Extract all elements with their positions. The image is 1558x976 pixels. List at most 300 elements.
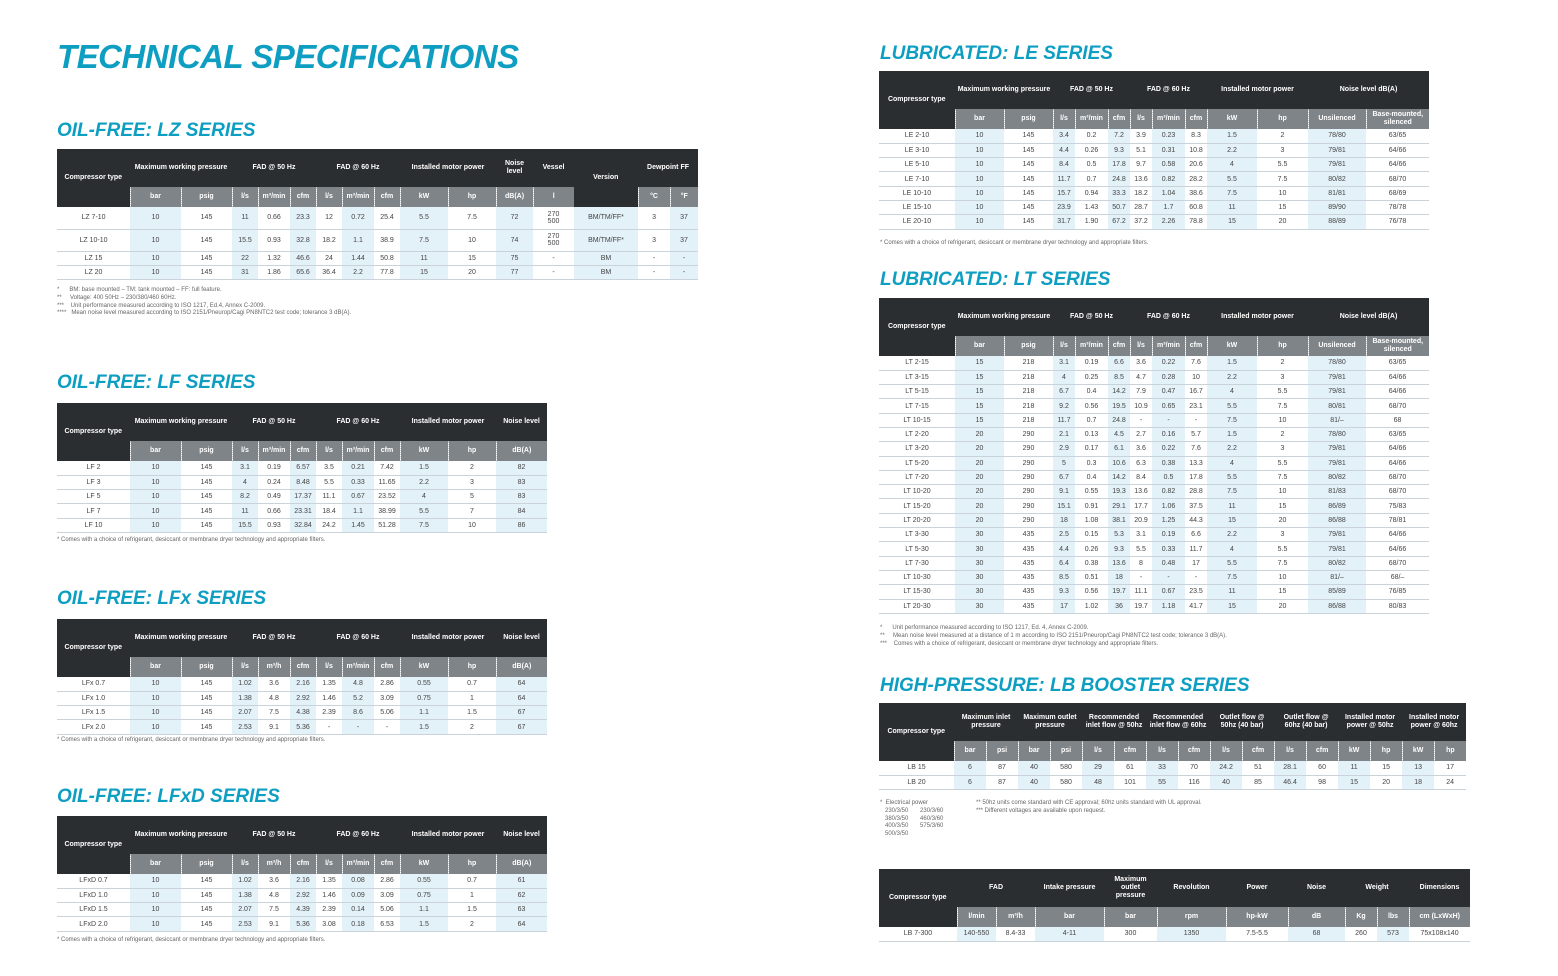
column-group-header: Maximum inlet pressure (954, 703, 1018, 741)
unit-header: bar (130, 854, 181, 874)
spec-cell: 145 (181, 903, 232, 917)
spec-cell: 3 (638, 207, 670, 229)
spec-cell: 2.92 (290, 888, 316, 902)
spec-cell: 13.6 (1130, 485, 1152, 499)
spec-cell: 9.3 (1108, 542, 1130, 556)
spec-cell: 0.82 (1152, 485, 1185, 499)
spec-cell: 145 (181, 475, 232, 489)
spec-cell: 17.7 (1130, 499, 1152, 513)
table-row (879, 215, 1429, 229)
spec-cell: 78/81 (1366, 513, 1429, 527)
unit-header: hp (448, 187, 496, 207)
lb-note-line: ** 50hz units come standard with CE approval; 60hz units standard with UL approval. (976, 800, 1202, 806)
spec-cell: - (533, 265, 574, 279)
spec-cell: 10 (955, 215, 1004, 229)
column-group-header: Dimensions (1409, 869, 1470, 907)
spec-cell: 7.5 (1207, 413, 1257, 427)
spec-cell: 83 (496, 490, 547, 504)
unit-header: Unsilenced (1308, 109, 1366, 129)
spec-cell: 1.38 (232, 888, 258, 902)
table-row (879, 186, 1429, 200)
spec-cell: 8.2 (232, 490, 258, 504)
unit-header: m³/h (258, 657, 290, 677)
spec-cell: 7.42 (374, 461, 400, 475)
spec-cell: 10 (130, 706, 181, 720)
unit-header: m³/min (1075, 109, 1108, 129)
unit-header: bar (955, 336, 1004, 356)
compressor-type-cell: LF 2 (57, 461, 130, 475)
spec-cell: 40 (1018, 761, 1050, 775)
spec-cell: 1.5 (400, 917, 448, 931)
compressor-type-cell: LT 15-30 (879, 585, 955, 599)
column-group-header: Installed motor power (400, 816, 496, 854)
spec-cell: 55 (1146, 775, 1178, 789)
spec-cell: 0.33 (1152, 542, 1185, 556)
spec-cell: 5.5 (1207, 172, 1257, 186)
column-group-header: Intake pressure (1035, 869, 1104, 907)
unit-header: m³/min (342, 657, 374, 677)
spec-cell: 23.1 (1185, 399, 1207, 413)
spec-cell: 145 (181, 265, 232, 279)
spec-cell: 74 (496, 229, 533, 251)
table-row (879, 356, 1429, 370)
spec-cell: 18.2 (316, 229, 342, 251)
spec-cell: 78/80 (1308, 427, 1366, 441)
lt-footnotes (880, 625, 1227, 648)
spec-cell: 3 (1257, 370, 1308, 384)
spec-cell: 6.4 (1053, 556, 1075, 570)
compressor-type-cell: LB 15 (879, 761, 954, 775)
column-group-header: FAD @ 60 Hz (1130, 71, 1207, 109)
unit-header: °F (670, 187, 698, 207)
footnote-line: * BM: base mounted – TM: tank mounted – FF: full feature. (57, 287, 222, 293)
spec-cell: 0.26 (1075, 542, 1108, 556)
unit-header: bar (1104, 907, 1157, 927)
spec-cell: 10 (130, 888, 181, 902)
lb-note-line: *** Different voltages are available upon request. (976, 807, 1106, 814)
spec-cell: 4.5 (1108, 427, 1130, 441)
spec-cell: 1.06 (1152, 499, 1185, 513)
spec-cell: 2.86 (374, 677, 400, 691)
spec-cell: 5.5 (1257, 158, 1308, 172)
spec-cell: 2 (448, 720, 496, 734)
unit-header: hp (1370, 741, 1402, 761)
spec-cell: 79/81 (1308, 158, 1366, 172)
spec-cell: 5.5 (1257, 456, 1308, 470)
spec-cell: 81/– (1308, 570, 1366, 584)
spec-cell: 0.66 (258, 504, 290, 518)
spec-cell: 0.19 (1075, 356, 1108, 370)
unit-header: bar (1035, 907, 1104, 927)
spec-cell: 6.7 (1053, 385, 1075, 399)
spec-cell: 14.2 (1108, 470, 1130, 484)
unit-header: cfm (1242, 741, 1274, 761)
unit-header: lbs (1377, 907, 1409, 927)
spec-cell: 4 (1207, 385, 1257, 399)
unit-header: cfm (1108, 109, 1130, 129)
spec-cell: 145 (1004, 215, 1053, 229)
column-group-header: FAD @ 60 Hz (316, 149, 400, 187)
unit-header: l/s (1146, 741, 1178, 761)
spec-cell: 5.5 (1207, 556, 1257, 570)
spec-cell: 0.19 (1152, 528, 1185, 542)
spec-cell: 3.1 (1053, 356, 1075, 370)
spec-cell: 2 (1257, 427, 1308, 441)
spec-cell: 63/65 (1366, 427, 1429, 441)
spec-cell: 7.5 (1257, 470, 1308, 484)
spec-cell: 10 (130, 475, 181, 489)
compressor-type-cell: LFxD 1.0 (57, 888, 130, 902)
spec-cell: 78/80 (1308, 356, 1366, 370)
spec-cell: 290 (1004, 442, 1053, 456)
spec-cell: 86/89 (1308, 499, 1366, 513)
spec-cell: 72 (496, 207, 533, 229)
compressor-type-cell: LB 20 (879, 775, 954, 789)
spec-cell: 10 (1257, 485, 1308, 499)
lb-note-line: * Electrical power (880, 800, 929, 806)
spec-cell: 15.5 (232, 518, 258, 532)
spec-cell: 76/85 (1366, 585, 1429, 599)
spec-cell: 37.2 (1130, 215, 1152, 229)
column-group-header: Installed motor power @ 50hz (1338, 703, 1402, 741)
footnote-line: *** Comes with a choice of refrigerant, desiccant or membrane dryer technology and appropriate filters. (880, 640, 1159, 647)
spec-cell: 145 (181, 888, 232, 902)
lfxd-spec-table (57, 816, 547, 932)
spec-cell: 145 (1004, 158, 1053, 172)
lb-note-line: 500/3/50 (880, 831, 909, 838)
spec-cell: 5 (448, 490, 496, 504)
table-row (879, 470, 1429, 484)
spec-cell: 24 (316, 251, 342, 265)
spec-cell: 1.5 (448, 706, 496, 720)
table-row (57, 475, 547, 489)
column-group-header: Noise level dB(A) (1308, 71, 1429, 109)
spec-cell: 83 (496, 475, 547, 489)
spec-cell: 33.3 (1108, 186, 1130, 200)
spec-cell: 86/88 (1308, 599, 1366, 613)
spec-cell: 86/88 (1308, 513, 1366, 527)
spec-cell: 28.1 (1274, 761, 1306, 775)
spec-cell: 145 (181, 691, 232, 705)
unit-header: rpm (1157, 907, 1226, 927)
spec-cell: 24.2 (1210, 761, 1242, 775)
spec-cell: 9.1 (258, 720, 290, 734)
spec-cell: 5.5 (316, 475, 342, 489)
lfx-section-title: OIL-FREE: LFx SERIES (57, 588, 267, 609)
spec-cell: - (316, 720, 342, 734)
spec-cell: 1.08 (1075, 513, 1108, 527)
column-group-header: Compressor type (879, 298, 955, 356)
unit-header: cfm (1108, 336, 1130, 356)
spec-cell: 5.7 (1185, 427, 1207, 441)
spec-cell: 1.86 (258, 265, 290, 279)
spec-cell: 6.57 (290, 461, 316, 475)
spec-cell: 68/70 (1366, 556, 1429, 570)
spec-cell: 44.3 (1185, 513, 1207, 527)
spec-cell: 8 (1130, 556, 1152, 570)
spec-cell: 11 (232, 207, 258, 229)
table-row (879, 413, 1429, 427)
spec-cell: 68/70 (1366, 399, 1429, 413)
unit-header: hp (448, 441, 496, 461)
spec-cell: 0.3 (1075, 456, 1108, 470)
unit-header: bar (955, 109, 1004, 129)
unit-header: cm (LxWxH) (1409, 907, 1470, 927)
spec-cell: 24.2 (316, 518, 342, 532)
spec-cell: 20.9 (1130, 513, 1152, 527)
table-row (57, 677, 547, 691)
unit-header: m³/min (1152, 109, 1185, 129)
unit-header: bar (954, 741, 986, 761)
compressor-type-cell: LT 3-15 (879, 370, 955, 384)
spec-cell: 5 (1053, 456, 1075, 470)
compressor-type-cell: LZ 20 (57, 265, 130, 279)
spec-cell: 4 (1207, 158, 1257, 172)
spec-cell: 3.4 (1053, 129, 1075, 143)
unit-header: cfm (290, 854, 316, 874)
spec-cell: 1.1 (400, 706, 448, 720)
column-group-header: Revolution (1157, 869, 1226, 907)
spec-cell: 64/66 (1366, 370, 1429, 384)
lb7-spec-table (879, 869, 1470, 942)
spec-cell: 4.39 (290, 903, 316, 917)
spec-cell: 10 (1257, 413, 1308, 427)
column-group-header: Compressor type (57, 816, 130, 874)
spec-cell: 13 (1402, 761, 1434, 775)
lz-footnotes (57, 287, 351, 318)
compressor-type-cell: LF 3 (57, 475, 130, 489)
table-row (879, 513, 1429, 527)
spec-cell: 6.6 (1185, 528, 1207, 542)
spec-cell: 20 (1370, 775, 1402, 789)
compressor-type-cell: LZ 10-10 (57, 229, 130, 251)
unit-header: kW (1338, 741, 1370, 761)
spec-cell: 77 (496, 265, 533, 279)
spec-cell: 10 (130, 229, 181, 251)
spec-cell: 2.5 (1053, 528, 1075, 542)
unit-header: m³/min (258, 187, 290, 207)
spec-cell: 20 (955, 456, 1004, 470)
unit-header: bar (130, 657, 181, 677)
spec-cell: 7.6 (1185, 442, 1207, 456)
unit-header: kW (400, 441, 448, 461)
spec-cell: 15 (955, 385, 1004, 399)
spec-cell: 1.46 (316, 888, 342, 902)
spec-cell: 1.5 (400, 461, 448, 475)
lt-section-title: LUBRICATED: LT SERIES (880, 269, 1111, 290)
spec-cell: 6 (954, 775, 986, 789)
spec-cell: 573 (1377, 927, 1409, 941)
unit-header: psig (1004, 109, 1053, 129)
spec-cell: 3.1 (232, 461, 258, 475)
spec-cell: 64/66 (1366, 158, 1429, 172)
spec-cell: 290 (1004, 427, 1053, 441)
unit-header: °C (638, 187, 670, 207)
spec-cell: 18.4 (316, 504, 342, 518)
spec-cell: 0.09 (342, 888, 374, 902)
compressor-type-cell: LT 10-15 (879, 413, 955, 427)
compressor-type-cell: LFx 1.0 (57, 691, 130, 705)
spec-cell: 17.37 (290, 490, 316, 504)
spec-cell: BM/TM/FF* (574, 229, 638, 251)
column-group-header: FAD @ 60 Hz (316, 403, 400, 441)
unit-header: hp (1434, 741, 1466, 761)
spec-cell: 11 (1207, 499, 1257, 513)
compressor-type-cell: LT 7-20 (879, 470, 955, 484)
table-row (879, 172, 1429, 186)
spec-cell: 10 (130, 903, 181, 917)
spec-cell: 2.39 (316, 706, 342, 720)
spec-cell: 1.04 (1152, 186, 1185, 200)
spec-cell: 0.82 (1152, 172, 1185, 186)
spec-cell: 218 (1004, 399, 1053, 413)
lz-section-title: OIL-FREE: LZ SERIES (57, 120, 256, 141)
spec-cell: 29.1 (1108, 499, 1130, 513)
spec-cell: 64/66 (1366, 456, 1429, 470)
spec-cell: 61 (1114, 761, 1146, 775)
column-group-header: Noise level (496, 403, 547, 441)
unit-header: l/s (1082, 741, 1114, 761)
table-row (57, 251, 698, 265)
spec-cell: 0.93 (258, 229, 290, 251)
spec-cell: 32.84 (290, 518, 316, 532)
spec-cell: 13.6 (1108, 556, 1130, 570)
spec-cell: 4 (1207, 542, 1257, 556)
spec-cell: 89/90 (1308, 200, 1366, 214)
compressor-type-cell: LT 20-30 (879, 599, 955, 613)
unit-header: hp (448, 854, 496, 874)
spec-cell: 79/81 (1308, 528, 1366, 542)
spec-cell: 4-11 (1035, 927, 1104, 941)
spec-cell: 1.5 (448, 903, 496, 917)
spec-cell: 290 (1004, 456, 1053, 470)
spec-cell: 65.6 (290, 265, 316, 279)
spec-cell: 7.6 (1185, 356, 1207, 370)
footnote-line: ** Mean noise level measured at a distance of 1 m according to ISO 2151/Pneurop/Cagi PN8NTC2 test code; tolerance 3 dB(A). (880, 632, 1227, 639)
unit-header: cfm (290, 441, 316, 461)
unit-header: l/s (316, 854, 342, 874)
spec-cell: 1.35 (316, 677, 342, 691)
spec-cell: 64/66 (1366, 542, 1429, 556)
unit-header: cfm (290, 187, 316, 207)
spec-cell: 2.92 (290, 691, 316, 705)
spec-cell: 19.7 (1130, 599, 1152, 613)
spec-cell: 1.5 (400, 720, 448, 734)
spec-cell: 20 (448, 265, 496, 279)
spec-cell: 79/81 (1308, 385, 1366, 399)
spec-cell: 28.7 (1130, 200, 1152, 214)
spec-cell: - (1130, 570, 1152, 584)
spec-cell: 0.22 (1152, 356, 1185, 370)
table-row (879, 427, 1429, 441)
spec-cell: 10 (130, 251, 181, 265)
spec-cell: 0.22 (1152, 442, 1185, 456)
spec-cell: 145 (181, 461, 232, 475)
spec-cell: - (1185, 413, 1207, 427)
spec-cell: 1.38 (232, 691, 258, 705)
spec-cell: 68/– (1366, 570, 1429, 584)
spec-cell: 5.5 (1130, 542, 1152, 556)
column-group-header: Power (1226, 869, 1288, 907)
spec-cell: 145 (181, 207, 232, 229)
spec-cell: 80/82 (1308, 470, 1366, 484)
spec-cell: 25.4 (374, 207, 400, 229)
column-group-header: Maximum outlet pressure (1018, 703, 1082, 741)
compressor-type-cell: LE 2-10 (879, 129, 955, 143)
spec-cell: 2 (1257, 129, 1308, 143)
compressor-type-cell: LE 3-10 (879, 143, 955, 157)
spec-cell: 50.7 (1108, 200, 1130, 214)
spec-cell: 15 (1207, 215, 1257, 229)
spec-cell: 0.33 (342, 475, 374, 489)
column-group-header: Dewpoint FF (638, 149, 698, 187)
spec-cell: 79/81 (1308, 442, 1366, 456)
spec-cell: 17 (1053, 599, 1075, 613)
spec-cell: 0.21 (342, 461, 374, 475)
spec-cell: 101 (1114, 775, 1146, 789)
spec-cell: 10 (130, 207, 181, 229)
spec-cell: 8.3 (1185, 129, 1207, 143)
spec-cell: 3 (1257, 143, 1308, 157)
unit-header: bar (130, 441, 181, 461)
spec-cell: 1.1 (342, 229, 374, 251)
spec-cell: 33 (1146, 761, 1178, 775)
spec-cell: 68 (1366, 413, 1429, 427)
spec-cell: 11 (1207, 585, 1257, 599)
compressor-type-cell: LT 3-30 (879, 528, 955, 542)
spec-cell: 60 (1306, 761, 1338, 775)
unit-header: dB(A) (496, 441, 547, 461)
spec-cell: 15 (400, 265, 448, 279)
spec-cell: 2 (448, 461, 496, 475)
lf-spec-table (57, 403, 547, 533)
unit-header: m³/min (1152, 336, 1185, 356)
footnote-line: * Comes with a choice of refrigerant, desiccant or membrane dryer technology and appropriate filters. (57, 937, 326, 943)
spec-cell: 98 (1306, 775, 1338, 789)
compressor-type-cell: LFx 0.7 (57, 677, 130, 691)
spec-cell: 82 (496, 461, 547, 475)
spec-cell: 3.09 (374, 691, 400, 705)
spec-cell: 10 (955, 158, 1004, 172)
unit-header: l/s (1053, 336, 1075, 356)
column-group-header: Maximum working pressure (130, 816, 232, 854)
compressor-type-cell: LT 20-20 (879, 513, 955, 527)
footnote-line: * Comes with a choice of refrigerant, desiccant or membrane dryer technology and appropriate filters. (57, 737, 326, 743)
spec-cell: 15.5 (232, 229, 258, 251)
table-row (879, 129, 1429, 143)
unit-header: Base-mounted, silenced (1366, 336, 1429, 356)
spec-cell: 67.2 (1108, 215, 1130, 229)
spec-cell: 435 (1004, 556, 1053, 570)
spec-cell: 15 (1338, 775, 1370, 789)
spec-cell: 2.1 (1053, 427, 1075, 441)
table-row (879, 528, 1429, 542)
spec-cell: 145 (181, 706, 232, 720)
column-group-header: Outlet flow @ 60hz (40 bar) (1274, 703, 1338, 741)
spec-cell: 88/89 (1308, 215, 1366, 229)
spec-cell: 38.9 (374, 229, 400, 251)
unit-header: dB (1288, 907, 1345, 927)
spec-cell: 5.06 (374, 903, 400, 917)
compressor-type-cell: LE 20-10 (879, 215, 955, 229)
spec-cell: 2.26 (1152, 215, 1185, 229)
spec-cell: 145 (1004, 200, 1053, 214)
spec-cell: 7.5 (258, 903, 290, 917)
spec-cell: 0.56 (1075, 399, 1108, 413)
spec-cell: 41.7 (1185, 599, 1207, 613)
spec-cell: 0.18 (342, 917, 374, 931)
spec-cell: 8.4-33 (996, 927, 1035, 941)
